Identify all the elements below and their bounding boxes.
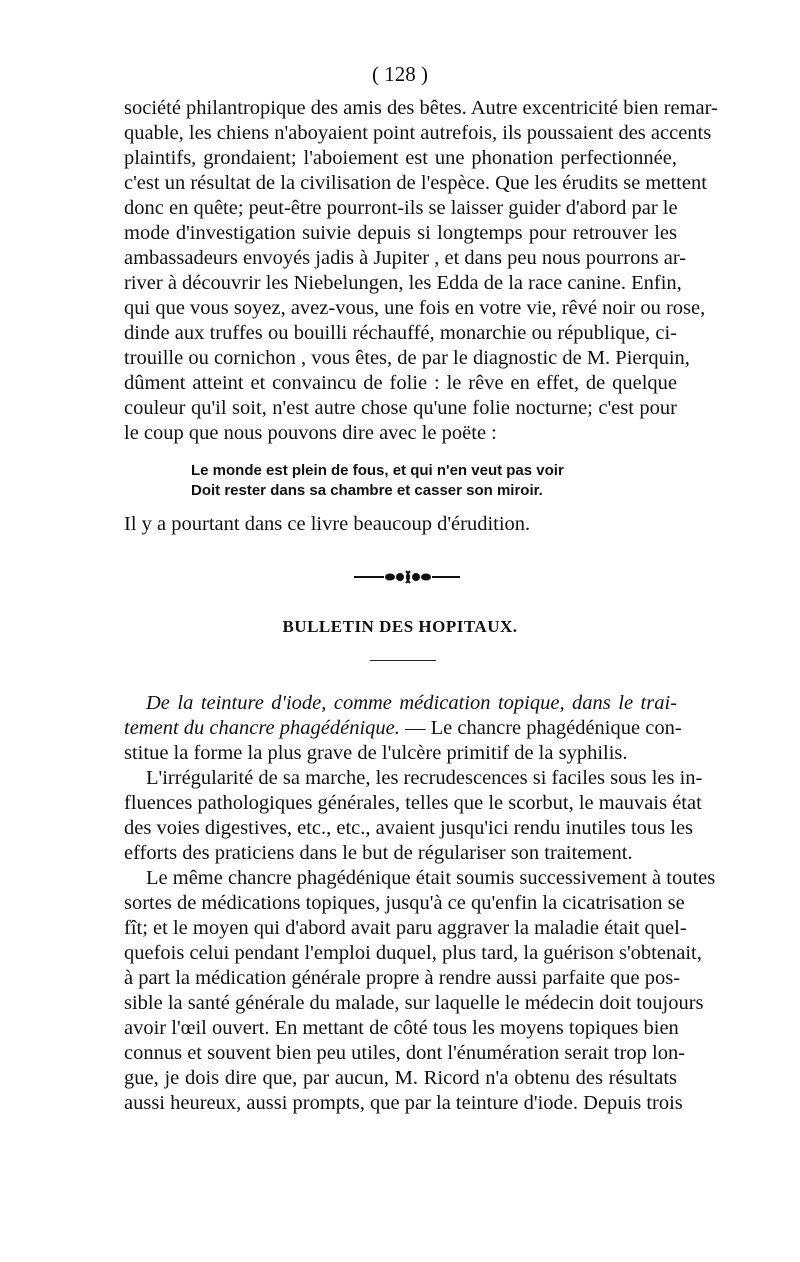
intro-line: plaintifs, grondaient; l'aboiement est une phonation perfectionnée, <box>124 147 677 169</box>
article-line: stitue la forme la plus grave de l'ulcère primitif de la syphilis. <box>124 742 628 764</box>
verse-line: Le monde est plein de fous, et qui n'en veut pas voir <box>191 462 564 479</box>
article-line: fît; et le moyen qui d'abord avait paru aggraver la maladie était quel- <box>124 917 687 939</box>
article-line: à part la médication générale propre à rendre aussi parfaite que pos- <box>124 967 681 989</box>
intro-line: ambassadeurs envoyés jadis à Jupiter , et dans peu nous pourrons ar- <box>124 247 687 269</box>
article-line: sible la santé générale du malade, sur laquelle le médecin doit toujours <box>124 992 704 1014</box>
article-line: connus et souvent bien peu utiles, dont l'énumération serait trop lon- <box>124 1042 686 1064</box>
closing-line: Il y a pourtant dans ce livre beaucoup d'érudition. <box>124 513 531 535</box>
article-line: gue, je dois dire que, par aucun, M. Ricord n'a obtenu des résultats <box>124 1067 677 1089</box>
intro-line: c'est un résultat de la civilisation de l'espèce. Que les érudits se mettent <box>124 172 707 194</box>
intro-line: dûment atteint et convaincu de folie : le rêve en effet, de quelque <box>124 372 677 394</box>
article-line: L'irrégularité de sa marche, les recrudescences si faciles sous les in- <box>146 767 703 789</box>
intro-line: mode d'investigation suivie depuis si longtemps pour retrouver les <box>124 222 677 244</box>
intro-line: donc en quête; peut-être pourront-ils se laisser guider d'abord par le <box>124 197 678 219</box>
ornament-divider <box>352 567 462 587</box>
verse-line: Doit rester dans sa chambre et casser son miroir. <box>191 482 543 499</box>
article-line: aussi heureux, aussi prompts, que par la teinture d'iode. Depuis trois <box>124 1092 683 1114</box>
intro-line: qui que vous soyez, avez-vous, une fois en votre vie, rêvé noir ou rose, <box>124 297 706 319</box>
article-line: sortes de médications topiques, jusqu'à ce qu'enfin la cicatrisation se <box>124 892 685 914</box>
article-line: avoir l'œil ouvert. En mettant de côté tous les moyens topiques bien <box>124 1017 679 1039</box>
article-line: quefois celui pendant l'emploi duquel, plus tard, la guérison s'obtenait, <box>124 942 702 964</box>
section-title: BULLETIN DES HOPITAUX. <box>282 617 518 636</box>
intro-line: dinde aux truffes ou bouilli réchauffé, monarchie ou république, ci- <box>124 322 677 344</box>
article-line: efforts des praticiens dans le but de régulariser son traitement. <box>124 842 633 864</box>
article-title-line: De la teinture d'iode, comme médication topique, dans le trai- <box>146 692 677 714</box>
intro-line: société philantropique des amis des bêtes. Autre excentricité bien remar- <box>124 97 718 119</box>
article-title-line <box>124 716 682 741</box>
intro-line: trouille ou cornichon , vous êtes, de par le diagnostic de M. Pierquin, <box>124 347 690 369</box>
article-line: fluences pathologiques générales, telles que le scorbut, le mauvais état <box>124 792 702 814</box>
title-rule <box>370 660 436 661</box>
article-title-italic: tement du chancre phagédénique. <box>124 717 400 739</box>
article-line: des voies digestives, etc., etc., avaient jusqu'ici rendu inutiles tous les <box>124 817 694 839</box>
intro-line: le coup que nous pouvons dire avec le poëte : <box>124 422 497 444</box>
article-title-rest: — Le chancre phagédénique con- <box>399 717 682 739</box>
intro-line: quable, les chiens n'aboyaient point autrefois, ils poussaient des accents <box>124 122 712 144</box>
page-number: ( 128 ) <box>372 62 428 86</box>
intro-line: river à découvrir les Niebelungen, les Edda de la race canine. Enfin, <box>124 272 682 294</box>
article-line: Le même chancre phagédénique était soumis successivement à toutes <box>146 867 716 889</box>
intro-line: couleur qu'il soit, n'est autre chose qu'une folie nocturne; c'est pour <box>124 397 677 419</box>
